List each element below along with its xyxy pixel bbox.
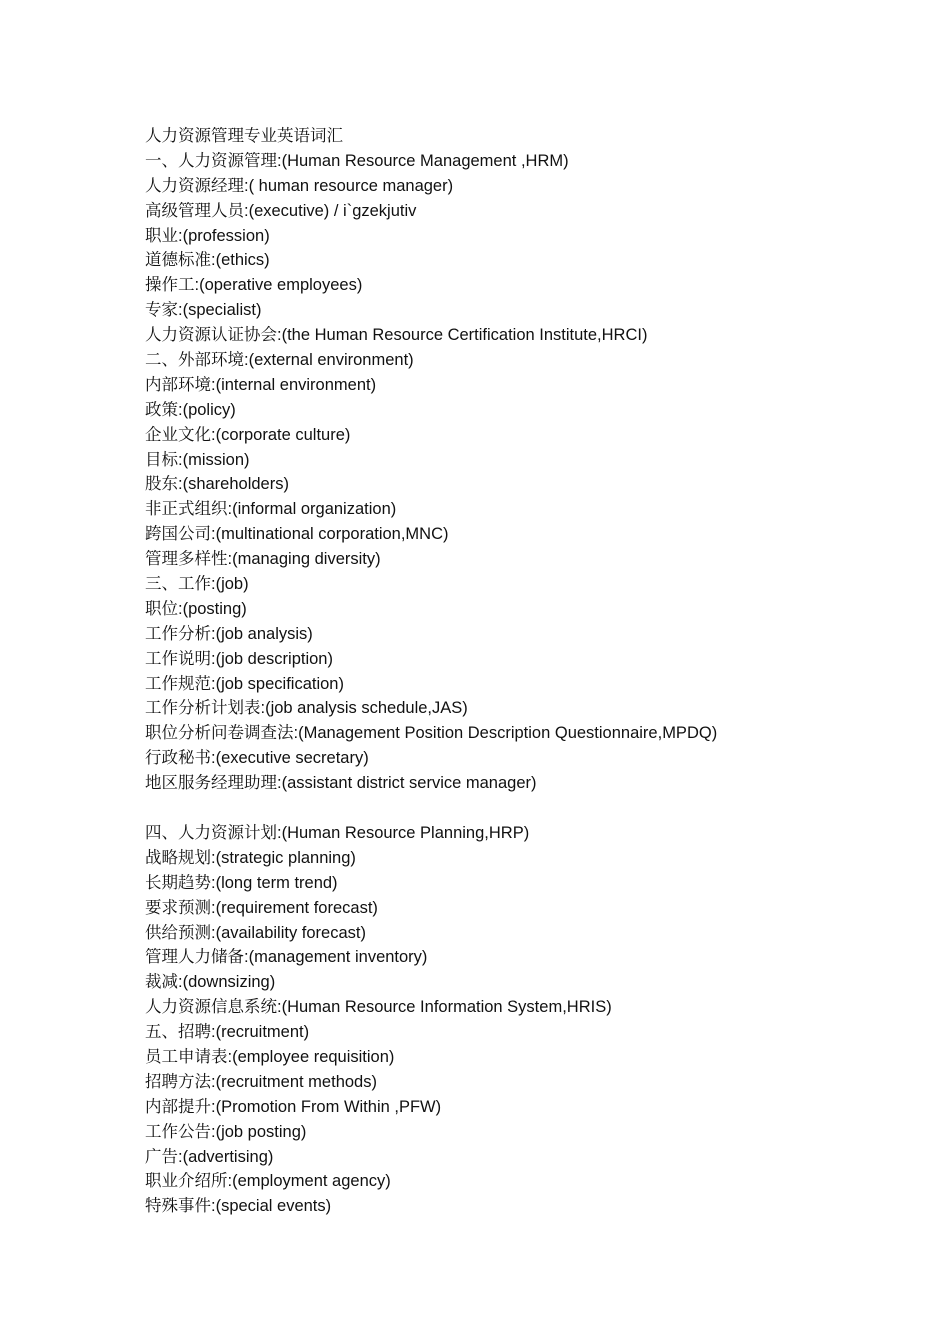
term-line: 特殊事件:(special events) [145,1197,332,1216]
term-line: 操作工:(operative employees) [145,276,363,295]
term-line: 职位分析问卷调查法:(Management Position Description Questionnaire,MPDQ) [145,724,718,743]
term-line: 工作规范:(job specification) [145,674,344,693]
document-title: 人力资源管理专业英语词汇 [145,127,343,145]
term-line: 工作公告:(job posting) [145,1122,307,1141]
term-line: 人力资源经理:( human resource manager) [145,176,454,195]
term-line: 工作分析计划表:(job analysis schedule,JAS) [145,699,468,718]
term-line: 招聘方法:(recruitment methods) [145,1072,377,1091]
term-line: 专家:(specialist) [145,301,262,320]
term-line: 战略规划:(strategic planning) [145,848,356,867]
term-line: 裁减:(downsizing) [145,973,276,992]
term-line: 五、招聘:(recruitment) [145,1023,310,1042]
term-line: 广告:(advertising) [145,1147,274,1166]
term-line: 长期趋势:(long term trend) [145,873,338,892]
term-line: 内部提升:(Promotion From Within ,PFW) [145,1097,442,1116]
term-line: 职业介绍所:(employment agency) [145,1172,391,1191]
term-line: 一、人力资源管理:(Human Resource Management ,HRM) [145,151,569,170]
term-line: 人力资源认证协会:(the Human Resource Certification Institute,HRCI) [145,326,648,345]
term-line: 工作分析:(job analysis) [145,624,313,643]
term-line: 职业:(profession) [145,226,270,245]
term-line: 供给预测:(availability forecast) [145,923,366,942]
term-line: 人力资源信息系统:(Human Resource Information System,HRIS) [145,998,612,1017]
term-line: 政策:(policy) [145,400,236,419]
term-line: 目标:(mission) [145,450,250,469]
term-line: 行政秘书:(executive secretary) [145,749,369,768]
term-line: 股东:(shareholders) [145,475,289,494]
term-line: 职位:(posting) [145,599,247,618]
term-line: 管理多样性:(managing diversity) [145,550,381,569]
term-line: 非正式组织:(informal organization) [145,500,397,519]
term-line: 企业文化:(corporate culture) [145,425,351,444]
term-line: 道德标准:(ethics) [145,251,270,270]
term-line: 员工申请表:(employee requisition) [145,1047,395,1066]
term-line: 地区服务经理助理:(assistant district service manager) [145,774,537,793]
term-line: 四、人力资源计划:(Human Resource Planning,HRP) [145,823,530,842]
term-line: 内部环境:(internal environment) [145,375,377,394]
term-line: 跨国公司:(multinational corporation,MNC) [145,525,449,544]
term-line: 工作说明:(job description) [145,649,333,668]
term-line: 要求预测:(requirement forecast) [145,898,378,917]
vocabulary-list [145,124,925,1219]
term-line: 三、工作:(job) [145,575,249,594]
term-line: 二、外部环境:(external environment) [145,351,414,370]
blank-line [145,796,925,821]
term-line: 高级管理人员:(executive) / i`gzekjutiv [145,201,417,220]
term-line: 管理人力储备:(management inventory) [145,948,428,967]
